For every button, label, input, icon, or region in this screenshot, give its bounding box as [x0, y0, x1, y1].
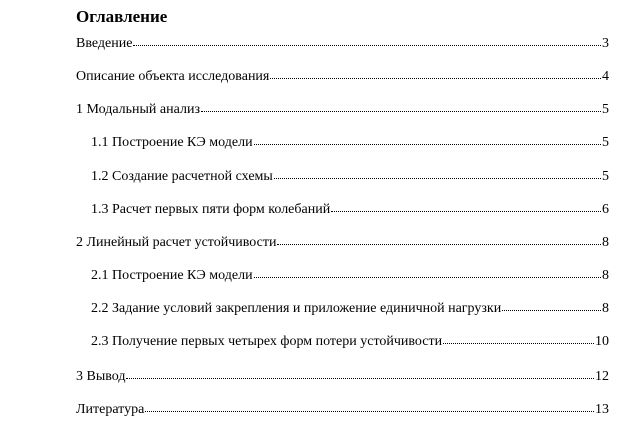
dot-leader [126, 366, 594, 380]
toc-page-number: 3 [602, 36, 609, 51]
toc-entry-introduction[interactable] [76, 33, 609, 53]
toc-entry-label: 2.1 Построение КЭ модели [91, 268, 253, 283]
dot-leader [201, 99, 601, 113]
toc-entry-label: 2.2 Задание условий закрепления и приложение единичной нагрузки [91, 301, 502, 316]
dot-leader [502, 298, 601, 312]
toc-page-number: 8 [602, 235, 609, 250]
toc-entry-1-3[interactable] [91, 199, 609, 219]
toc-entry-label: 2 Линейный расчет устойчивости [76, 235, 277, 250]
toc-entry-label: 1.2 Создание расчетной схемы [91, 169, 273, 184]
toc-entry-2-1[interactable] [91, 265, 609, 285]
toc-page-number: 8 [602, 268, 609, 283]
toc-entry-1-2[interactable] [91, 166, 609, 186]
toc-entry-label: Описание объекта исследования [76, 69, 270, 84]
toc-page-number: 13 [595, 402, 609, 417]
toc-page-number: 10 [595, 334, 609, 349]
toc-entry-label: Литература [76, 402, 145, 417]
toc-page-number: 5 [602, 102, 609, 117]
toc-entry-1-1[interactable] [91, 132, 609, 152]
toc-entry-object-description[interactable] [76, 66, 609, 86]
dot-leader [331, 199, 601, 213]
dot-leader [254, 265, 601, 279]
dot-leader [443, 331, 594, 345]
dot-leader [254, 132, 601, 146]
dot-leader [270, 66, 601, 80]
toc-entry-label: 3 Вывод [76, 369, 126, 384]
toc-entry-label: 2.3 Получение первых четырех форм потери устойчивости [91, 334, 443, 349]
toc-page-number: 5 [602, 169, 609, 184]
dot-leader [277, 232, 601, 246]
toc-entry-label: 1.3 Расчет первых пяти форм колебаний [91, 202, 331, 217]
toc-page-number: 4 [602, 69, 609, 84]
toc-entry-conclusion[interactable] [76, 366, 609, 386]
toc-page-number: 8 [602, 301, 609, 316]
toc-entry-modal-analysis[interactable] [76, 99, 609, 119]
toc-entry-literature[interactable] [76, 399, 609, 419]
dot-leader [145, 399, 594, 413]
page-title: Оглавление [76, 7, 168, 26]
dot-leader [133, 33, 601, 47]
toc-entry-label: 1.1 Построение КЭ модели [91, 135, 253, 150]
toc-page-number: 12 [595, 369, 609, 384]
toc-entry-2-3[interactable] [91, 331, 609, 351]
toc-entry-linear-stability[interactable] [76, 232, 609, 252]
toc-page-number: 6 [602, 202, 609, 217]
toc-page-number: 5 [602, 135, 609, 150]
toc-entry-label: 1 Модальный анализ [76, 102, 200, 117]
toc-entry-2-2[interactable] [91, 298, 609, 318]
toc-entry-label: Введение [76, 36, 133, 51]
dot-leader [274, 166, 601, 180]
